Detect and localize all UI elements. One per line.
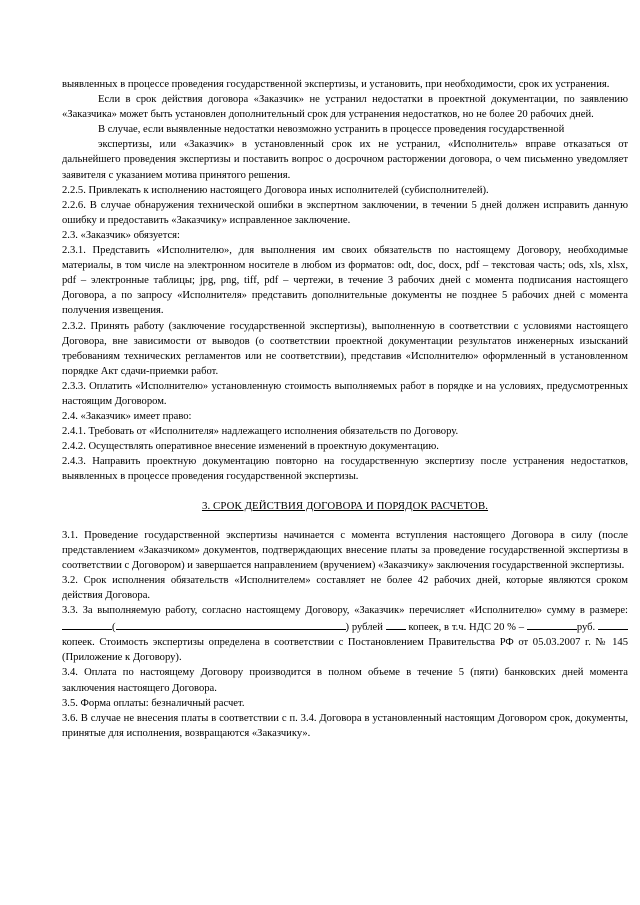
section-3-heading: 3. СРОК ДЕЙСТВИЯ ДОГОВОРА И ПОРЯДОК РАСЧЕТОВ.	[201, 499, 489, 512]
amount-blank[interactable]	[62, 618, 112, 630]
clause-3-4: 3.4. Оплата по настоящему Договору производится в полном объеме в течение 5 (пяти) банковских дней момента заключения настоящего Договора.	[62, 667, 628, 694]
clause-2-3: 2.3. «Заказчик» обязуется:	[62, 229, 180, 241]
paragraph: В случае, если выявленные недостатки невозможно устранить в процессе проведения государственной	[98, 124, 565, 136]
clause-2-2-5: 2.2.5. Привлекать к исполнению настоящего Договора иных исполнителей (субисполнителей).	[62, 184, 489, 196]
vat-text: копеек, в т.ч. НДС 20 % –	[408, 622, 525, 634]
paragraph: выявленных в процессе проведения государственной экспертизы, и установить, при необходимости, срок их устранения.	[62, 79, 610, 90]
clause-3-2: 3.2. Срок исполнения обязательств «Исполнителем» составляет не более 42 рабочих дней, которые являются сроком действия Договора.	[62, 574, 628, 601]
clause-2-3-1: 2.3.1. Представить «Исполнителю», для выполнения им своих обязательств по настоящему Договору, необходимые материалы, в том числе на электронном носителе в любом из форматов: odt, doc, docx, pdf – текстовая часть; ods, xls, xlsx, pdf – электронные таблицы; jpg, png, tiff, pdf – чертежи, в течение 3 рабочих дней с момента подписания настоящего Договора, а по запросу «Исполнителя» представить дополнительные документы не позднее 5 рабочих дней с момента получения извещения.	[62, 245, 628, 317]
clause-2-3-3: 2.3.3. Оплатить «Исполнителю» установленную стоимость выполняемых работ в порядке и на условиях, предусмотренных настоящим Договором.	[62, 380, 628, 407]
paragraph: экспертизы, или «Заказчик» в установленный срок их не устранил, «Исполнитель» вправе отказаться от дальнейшего проведения экспертизы и поставить вопрос о досрочном расторжении договора, о чем письменно уведомляет заявителя с указанием мотива принятого решения.	[62, 139, 628, 181]
clause-3-3-end: копеек. Стоимость экспертизы определена в соответствии с Постановлением Правительства РФ от 05.03.2007 г. № 145 (Приложение к Договору).	[62, 637, 628, 664]
clause-2-4-2: 2.4.2. Осуществлять оперативное внесение изменений в проектную документацию.	[62, 441, 439, 453]
clause-2-4-1: 2.4.1. Требовать от «Исполнителя» надлежащего исполнения обязательств по Договору.	[62, 426, 459, 438]
clause-3-3-text: 3.3. За выполняемую работу, согласно настоящему Договору, «Заказчик» перечисляет «Исполнителю» сумму в размере:	[62, 605, 628, 617]
paren-open: (	[112, 622, 116, 634]
paragraph: Если в срок действия договора «Заказчик» не устранил недостатки в проектной документации, по заявлению «Заказчика» может быть установлен дополнительный срок для устранения недостатков, но не более 20 рабочих дней.	[62, 94, 628, 121]
kopecks-blank[interactable]	[386, 618, 406, 630]
clause-3-1: 3.1. Проведение государственной экспертизы начинается с момента вступления настоящего Договора в силу (после представлением «Заказчиком» документов, подтверждающих внесение платы за проведение государственной экспертизы в соответствии с Договором) и завершается направлением (вручением) «Заказчику» заключения государственной экспертизы.	[62, 529, 628, 571]
vat-rub-blank[interactable]	[527, 618, 577, 630]
clause-3-6: 3.6. В случае не внесения платы в соответствии с п. 3.4. Договора в установленный настоящим Договором срок, документы, принятые для исполнения, возвращаются «Заказчику».	[62, 712, 628, 739]
vat-kop-blank[interactable]	[598, 618, 628, 630]
clause-3-3	[62, 603, 628, 665]
clause-2-2-6: 2.2.6. В случае обнаружения технической ошибки в экспертном заключении, в течении 5 дней должен исправить данную ошибку и предоставить «Заказчику» исправленное заключение.	[62, 199, 628, 226]
clause-3-5: 3.5. Форма оплаты: безналичный расчет.	[62, 697, 245, 709]
clause-2-4-3: 2.4.3. Направить проектную документацию повторно на государственную экспертизу после устранения недостатков, выявленных в процессе проведения государственной экспертизы.	[62, 456, 628, 483]
clause-2-4: 2.4. «Заказчик» имеет право:	[62, 411, 192, 423]
document-page	[62, 77, 628, 741]
rub-label: руб.	[576, 622, 596, 634]
clause-2-3-2: 2.3.2. Принять работу (заключение государственной экспертизы), выполненную в соответствии с условиями настоящего Договора, вне зависимости от выводов (о соответствии проектной документации результатов инженерных изысканий требованиям технических регламентов или не соответствии), представив «Исполнителю» оформленный в установленном порядке Акт сдачи-приемки работ.	[62, 320, 628, 377]
amount-words-blank[interactable]	[116, 618, 346, 630]
rubles-label: ) рублей	[345, 622, 383, 634]
